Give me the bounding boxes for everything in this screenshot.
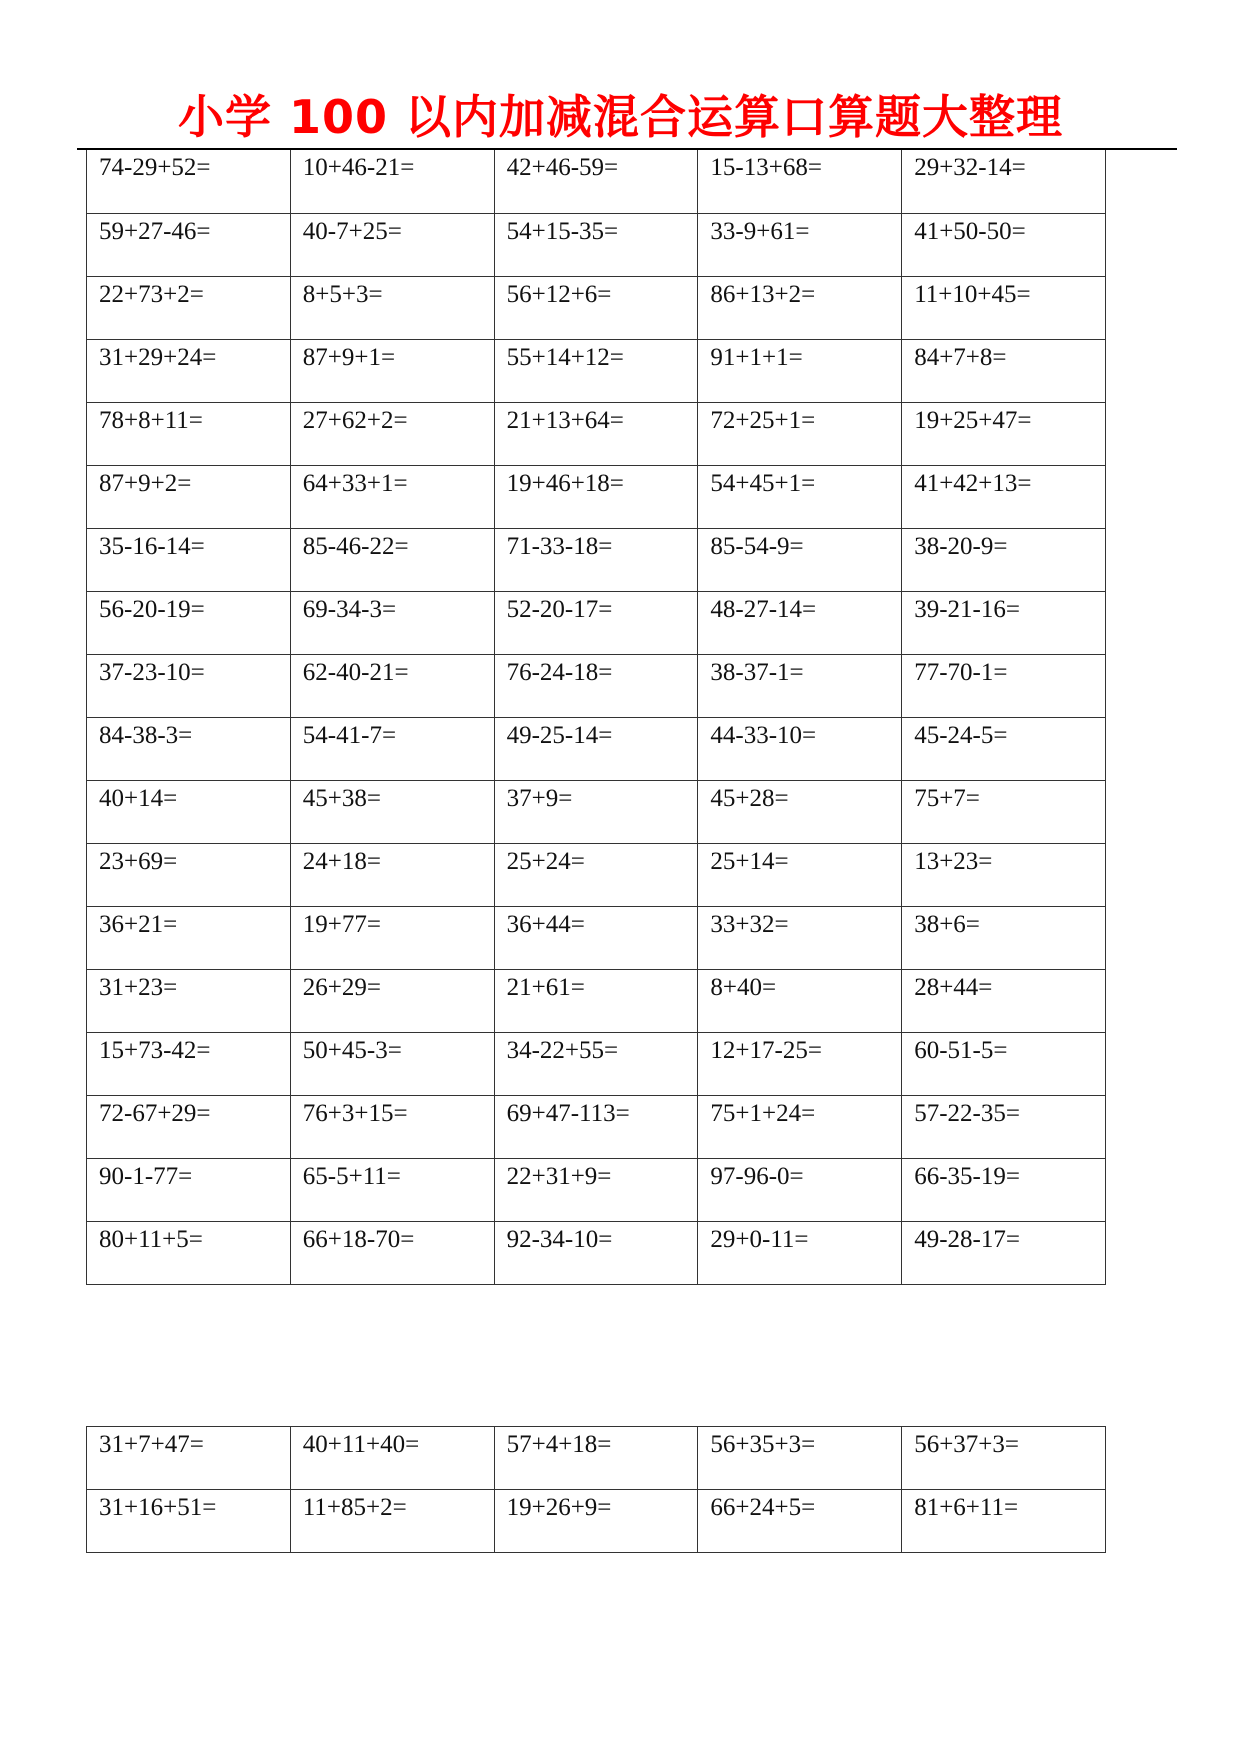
problem-cell: 39-21-16= <box>902 591 1106 654</box>
problem-cell: 11+85+2= <box>290 1490 494 1553</box>
problem-cell: 56-20-19= <box>87 591 291 654</box>
problem-cell: 40+11+40= <box>290 1427 494 1490</box>
table-row <box>87 843 1106 906</box>
problem-cell: 75+1+24= <box>698 1095 902 1158</box>
table-row <box>87 906 1106 969</box>
problem-cell: 40+14= <box>87 780 291 843</box>
problem-cell: 15+73-42= <box>87 1032 291 1095</box>
problem-cell: 90-1-77= <box>87 1158 291 1221</box>
problem-cell: 23+69= <box>87 843 291 906</box>
problem-cell: 54+15-35= <box>494 213 698 276</box>
problem-cell: 31+23= <box>87 969 291 1032</box>
problem-cell: 77-70-1= <box>902 654 1106 717</box>
problem-cell: 86+13+2= <box>698 276 902 339</box>
problem-cell: 44-33-10= <box>698 717 902 780</box>
table-row <box>87 1032 1106 1095</box>
problem-cell: 62-40-21= <box>290 654 494 717</box>
problem-cell: 84+7+8= <box>902 339 1106 402</box>
problem-cell: 91+1+1= <box>698 339 902 402</box>
problem-cell: 66-35-19= <box>902 1158 1106 1221</box>
problem-cell: 45+38= <box>290 780 494 843</box>
problem-cell: 92-34-10= <box>494 1221 698 1284</box>
problem-cell: 72-67+29= <box>87 1095 291 1158</box>
problem-cell: 54-41-7= <box>290 717 494 780</box>
problem-cell: 45+28= <box>698 780 902 843</box>
problem-cell: 69+47-113= <box>494 1095 698 1158</box>
problem-cell: 27+62+2= <box>290 402 494 465</box>
table-row <box>87 654 1106 717</box>
problem-cell: 49-25-14= <box>494 717 698 780</box>
problem-cell: 76-24-18= <box>494 654 698 717</box>
problem-cell: 21+61= <box>494 969 698 1032</box>
problem-cell: 74-29+52= <box>87 150 291 213</box>
problem-cell: 84-38-3= <box>87 717 291 780</box>
problem-cell: 85-54-9= <box>698 528 902 591</box>
problem-cell: 87+9+1= <box>290 339 494 402</box>
problem-cell: 33+32= <box>698 906 902 969</box>
problem-cell: 87+9+2= <box>87 465 291 528</box>
problem-cell: 69-34-3= <box>290 591 494 654</box>
table-row <box>87 1158 1106 1221</box>
problem-cell: 56+37+3= <box>902 1427 1106 1490</box>
table-row <box>87 528 1106 591</box>
problem-cell: 37+9= <box>494 780 698 843</box>
problem-cell: 50+45-3= <box>290 1032 494 1095</box>
problem-cell: 26+29= <box>290 969 494 1032</box>
problem-cell: 22+73+2= <box>87 276 291 339</box>
problem-cell: 64+33+1= <box>290 465 494 528</box>
problem-cell: 55+14+12= <box>494 339 698 402</box>
problem-cell: 34-22+55= <box>494 1032 698 1095</box>
problem-cell: 76+3+15= <box>290 1095 494 1158</box>
problem-cell: 60-51-5= <box>902 1032 1106 1095</box>
problem-cell: 72+25+1= <box>698 402 902 465</box>
problem-cell: 56+35+3= <box>698 1427 902 1490</box>
problem-cell: 65-5+11= <box>290 1158 494 1221</box>
table-row <box>87 465 1106 528</box>
problem-cell: 19+46+18= <box>494 465 698 528</box>
table-row <box>87 402 1106 465</box>
table-row <box>87 276 1106 339</box>
problem-cell: 38-20-9= <box>902 528 1106 591</box>
problem-cell: 37-23-10= <box>87 654 291 717</box>
problem-cell: 25+14= <box>698 843 902 906</box>
problem-cell: 54+45+1= <box>698 465 902 528</box>
problem-cell: 49-28-17= <box>902 1221 1106 1284</box>
table-row <box>87 1095 1106 1158</box>
problem-cell: 97-96-0= <box>698 1158 902 1221</box>
problem-cell: 40-7+25= <box>290 213 494 276</box>
problem-cell: 28+44= <box>902 969 1106 1032</box>
table-row <box>87 780 1106 843</box>
problem-cell: 78+8+11= <box>87 402 291 465</box>
problem-cell: 52-20-17= <box>494 591 698 654</box>
problem-cell: 29+32-14= <box>902 150 1106 213</box>
problem-cell: 8+5+3= <box>290 276 494 339</box>
problem-cell: 15-13+68= <box>698 150 902 213</box>
problem-cell: 66+18-70= <box>290 1221 494 1284</box>
table-row <box>87 1490 1106 1553</box>
problem-cell: 36+21= <box>87 906 291 969</box>
problem-cell: 35-16-14= <box>87 528 291 591</box>
problem-cell: 36+44= <box>494 906 698 969</box>
problem-cell: 81+6+11= <box>902 1490 1106 1553</box>
problem-cell: 19+25+47= <box>902 402 1106 465</box>
table-row <box>87 339 1106 402</box>
problem-cell: 25+24= <box>494 843 698 906</box>
problem-cell: 13+23= <box>902 843 1106 906</box>
problem-cell: 24+18= <box>290 843 494 906</box>
problem-cell: 42+46-59= <box>494 150 698 213</box>
problem-cell: 57-22-35= <box>902 1095 1106 1158</box>
table-row <box>87 213 1106 276</box>
problem-cell: 48-27-14= <box>698 591 902 654</box>
page-title: 小学 100 以内加减混合运算口算题大整理 <box>177 90 1064 144</box>
problem-cell: 21+13+64= <box>494 402 698 465</box>
table-row <box>87 1427 1106 1490</box>
problem-cell: 85-46-22= <box>290 528 494 591</box>
table-row <box>87 591 1106 654</box>
table-row <box>87 717 1106 780</box>
problem-cell: 56+12+6= <box>494 276 698 339</box>
problem-cell: 57+4+18= <box>494 1427 698 1490</box>
problem-cell: 31+29+24= <box>87 339 291 402</box>
problem-cell: 75+7= <box>902 780 1106 843</box>
problem-cell: 41+50-50= <box>902 213 1106 276</box>
table-row <box>87 969 1106 1032</box>
problem-cell: 31+16+51= <box>87 1490 291 1553</box>
problem-cell: 41+42+13= <box>902 465 1106 528</box>
problem-cell: 38+6= <box>902 906 1106 969</box>
problem-cell: 8+40= <box>698 969 902 1032</box>
problem-cell: 29+0-11= <box>698 1221 902 1284</box>
problem-cell: 71-33-18= <box>494 528 698 591</box>
problem-cell: 33-9+61= <box>698 213 902 276</box>
problem-cell: 22+31+9= <box>494 1158 698 1221</box>
problem-cell: 19+77= <box>290 906 494 969</box>
problem-cell: 11+10+45= <box>902 276 1106 339</box>
problem-cell: 10+46-21= <box>290 150 494 213</box>
problem-table-extra <box>86 1426 1106 1553</box>
problem-cell: 38-37-1= <box>698 654 902 717</box>
problem-cell: 31+7+47= <box>87 1427 291 1490</box>
table-row <box>87 1221 1106 1284</box>
problem-cell: 80+11+5= <box>87 1221 291 1284</box>
problem-cell: 12+17-25= <box>698 1032 902 1095</box>
problem-cell: 45-24-5= <box>902 717 1106 780</box>
problem-cell: 59+27-46= <box>87 213 291 276</box>
table-row <box>87 150 1106 213</box>
problem-cell: 19+26+9= <box>494 1490 698 1553</box>
problem-table-main <box>86 150 1106 1285</box>
problem-cell: 66+24+5= <box>698 1490 902 1553</box>
